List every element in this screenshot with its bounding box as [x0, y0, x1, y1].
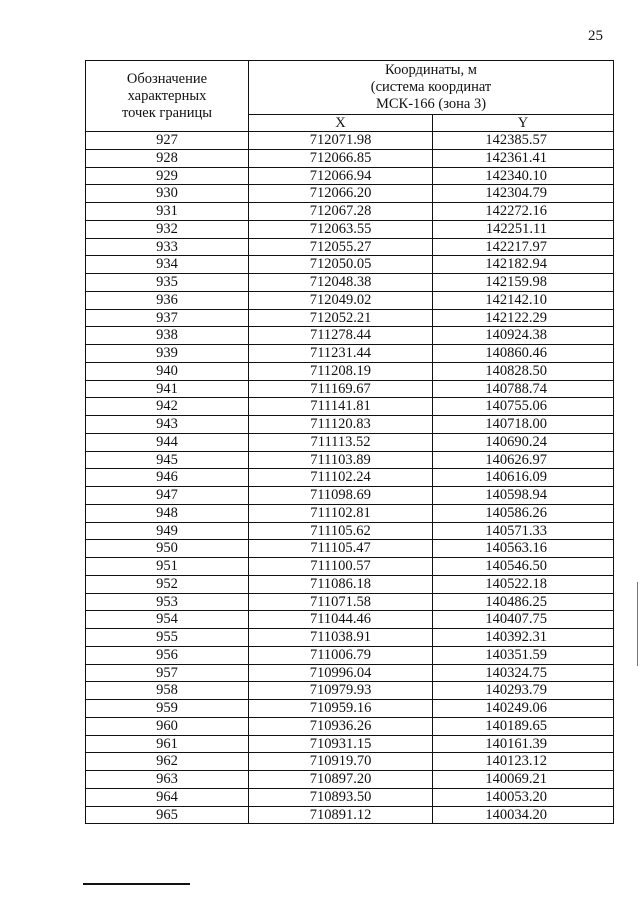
- point-number-cell: 962: [86, 753, 249, 771]
- table-row: [86, 416, 614, 434]
- y-coordinate-cell: 140249.06: [433, 700, 614, 718]
- x-coordinate-cell: 711103.89: [249, 451, 433, 469]
- table-row: [86, 522, 614, 540]
- y-coordinate-cell: 140616.09: [433, 469, 614, 487]
- table-row: [86, 380, 614, 398]
- table-row: [86, 629, 614, 647]
- y-coordinate-cell: 140924.38: [433, 327, 614, 345]
- table-row: [86, 149, 614, 167]
- table-row: [86, 664, 614, 682]
- table-row: [86, 274, 614, 292]
- y-coordinate-cell: 142122.29: [433, 309, 614, 327]
- table-row: [86, 132, 614, 150]
- table-row: [86, 362, 614, 380]
- y-coordinate-cell: 140522.18: [433, 575, 614, 593]
- point-number-cell: 942: [86, 398, 249, 416]
- table-row: [86, 700, 614, 718]
- y-coordinate-cell: 140069.21: [433, 771, 614, 789]
- y-coordinate-cell: 140293.79: [433, 682, 614, 700]
- table-row: [86, 717, 614, 735]
- point-number-cell: 929: [86, 167, 249, 185]
- coordinates-group-label: Координаты, м (система координат МСК-166 (зона 3): [370, 61, 492, 112]
- point-designation-header: [86, 61, 249, 132]
- x-coordinate-cell: 710936.26: [249, 717, 433, 735]
- x-coordinate-cell: 712050.05: [249, 256, 433, 274]
- x-coordinate-cell: 712049.02: [249, 291, 433, 309]
- point-designation-label: Обозначение характерных точек границы: [121, 70, 213, 121]
- x-coordinate-cell: 710891.12: [249, 806, 433, 824]
- point-number-cell: 943: [86, 416, 249, 434]
- x-coordinate-cell: 712067.28: [249, 203, 433, 221]
- point-number-cell: 950: [86, 540, 249, 558]
- footnote-separator: [83, 883, 190, 885]
- y-coordinate-cell: 140189.65: [433, 717, 614, 735]
- y-coordinate-cell: 140324.75: [433, 664, 614, 682]
- table-row: [86, 291, 614, 309]
- table-row: [86, 309, 614, 327]
- page-number: 25: [588, 28, 603, 44]
- x-coordinate-cell: 710919.70: [249, 753, 433, 771]
- y-coordinate-cell: 142272.16: [433, 203, 614, 221]
- y-coordinate-cell: 140718.00: [433, 416, 614, 434]
- y-coordinate-cell: 140690.24: [433, 433, 614, 451]
- point-number-cell: 939: [86, 345, 249, 363]
- table-row: [86, 753, 614, 771]
- table-row: [86, 469, 614, 487]
- y-coordinate-cell: 142304.79: [433, 185, 614, 203]
- table-row: [86, 806, 614, 824]
- point-number-cell: 963: [86, 771, 249, 789]
- y-coordinate-cell: 140486.25: [433, 593, 614, 611]
- y-coordinate-cell: 140563.16: [433, 540, 614, 558]
- point-number-cell: 965: [86, 806, 249, 824]
- point-number-cell: 946: [86, 469, 249, 487]
- x-coordinate-cell: 711169.67: [249, 380, 433, 398]
- table-row: [86, 185, 614, 203]
- coordinates-group-header: [249, 61, 614, 115]
- x-coordinate-cell: 711044.46: [249, 611, 433, 629]
- point-number-cell: 935: [86, 274, 249, 292]
- table-row: [86, 611, 614, 629]
- x-coordinate-cell: 710893.50: [249, 788, 433, 806]
- y-coordinate-cell: 140571.33: [433, 522, 614, 540]
- y-coordinate-cell: 142182.94: [433, 256, 614, 274]
- y-coordinate-cell: 140053.20: [433, 788, 614, 806]
- y-coordinate-cell: 142361.41: [433, 149, 614, 167]
- table-row: [86, 220, 614, 238]
- table-row: [86, 451, 614, 469]
- table-row: [86, 682, 614, 700]
- y-coordinate-cell: 142142.10: [433, 291, 614, 309]
- table-row: [86, 345, 614, 363]
- x-coordinate-cell: 712052.21: [249, 309, 433, 327]
- table-row: [86, 646, 614, 664]
- y-coordinate-cell: 142251.11: [433, 220, 614, 238]
- table-header: [86, 61, 614, 132]
- table-row: [86, 504, 614, 522]
- point-number-cell: 927: [86, 132, 249, 150]
- x-coordinate-cell: 711102.24: [249, 469, 433, 487]
- y-coordinate-cell: 140161.39: [433, 735, 614, 753]
- x-coordinate-cell: 712055.27: [249, 238, 433, 256]
- point-number-cell: 952: [86, 575, 249, 593]
- x-coordinate-cell: 711006.79: [249, 646, 433, 664]
- y-coordinate-cell: 142159.98: [433, 274, 614, 292]
- y-coordinate-cell: 140755.06: [433, 398, 614, 416]
- y-coordinate-cell: 140586.26: [433, 504, 614, 522]
- x-coordinate-cell: 710931.15: [249, 735, 433, 753]
- point-number-cell: 954: [86, 611, 249, 629]
- x-coordinate-cell: 711038.91: [249, 629, 433, 647]
- x-coordinate-cell: 710959.16: [249, 700, 433, 718]
- point-number-cell: 930: [86, 185, 249, 203]
- y-coordinate-cell: 140598.94: [433, 487, 614, 505]
- table-row: [86, 327, 614, 345]
- y-coordinate-cell: 140626.97: [433, 451, 614, 469]
- point-number-cell: 934: [86, 256, 249, 274]
- x-coordinate-cell: 712066.85: [249, 149, 433, 167]
- x-coordinate-cell: 711086.18: [249, 575, 433, 593]
- table-row: [86, 558, 614, 576]
- point-number-cell: 951: [86, 558, 249, 576]
- point-number-cell: 957: [86, 664, 249, 682]
- x-coordinate-cell: 711208.19: [249, 362, 433, 380]
- x-coordinate-cell: 711105.47: [249, 540, 433, 558]
- y-coordinate-cell: 142385.57: [433, 132, 614, 150]
- coordinates-table: [85, 60, 614, 824]
- point-number-cell: 960: [86, 717, 249, 735]
- table-row: [86, 735, 614, 753]
- point-number-cell: 947: [86, 487, 249, 505]
- y-coordinate-cell: 140828.50: [433, 362, 614, 380]
- x-coordinate-cell: 710996.04: [249, 664, 433, 682]
- table-row: [86, 256, 614, 274]
- table-row: [86, 433, 614, 451]
- point-number-cell: 958: [86, 682, 249, 700]
- y-coordinate-cell: 142340.10: [433, 167, 614, 185]
- y-coordinate-cell: 140788.74: [433, 380, 614, 398]
- point-number-cell: 955: [86, 629, 249, 647]
- table-row: [86, 575, 614, 593]
- point-number-cell: 933: [86, 238, 249, 256]
- table-row: [86, 167, 614, 185]
- y-coordinate-cell: 140546.50: [433, 558, 614, 576]
- point-number-cell: 940: [86, 362, 249, 380]
- x-coordinate-cell: 711141.81: [249, 398, 433, 416]
- x-coordinate-cell: 711113.52: [249, 433, 433, 451]
- table-row: [86, 788, 614, 806]
- point-number-cell: 961: [86, 735, 249, 753]
- y-coordinate-cell: 142217.97: [433, 238, 614, 256]
- point-number-cell: 949: [86, 522, 249, 540]
- y-coordinate-cell: 140034.20: [433, 806, 614, 824]
- table-row: [86, 398, 614, 416]
- y-coordinate-cell: 140392.31: [433, 629, 614, 647]
- x-coordinate-cell: 711120.83: [249, 416, 433, 434]
- point-number-cell: 928: [86, 149, 249, 167]
- x-coordinate-cell: 711105.62: [249, 522, 433, 540]
- x-coordinate-cell: 712066.94: [249, 167, 433, 185]
- table-row: [86, 771, 614, 789]
- x-coordinate-cell: 712071.98: [249, 132, 433, 150]
- table-row: [86, 203, 614, 221]
- table-row: [86, 487, 614, 505]
- x-coordinate-cell: 712048.38: [249, 274, 433, 292]
- y-coordinate-cell: 140123.12: [433, 753, 614, 771]
- x-coordinate-cell: 710897.20: [249, 771, 433, 789]
- point-number-cell: 948: [86, 504, 249, 522]
- point-number-cell: 956: [86, 646, 249, 664]
- table-body: [86, 132, 614, 824]
- x-coordinate-cell: 711071.58: [249, 593, 433, 611]
- x-coordinate-cell: 711098.69: [249, 487, 433, 505]
- table-row: [86, 238, 614, 256]
- x-coordinate-cell: 711102.81: [249, 504, 433, 522]
- table-row: [86, 540, 614, 558]
- margin-mark: [637, 582, 638, 666]
- point-number-cell: 936: [86, 291, 249, 309]
- x-column-header: X: [249, 114, 433, 131]
- point-number-cell: 959: [86, 700, 249, 718]
- point-number-cell: 944: [86, 433, 249, 451]
- x-coordinate-cell: 710979.93: [249, 682, 433, 700]
- y-coordinate-cell: 140860.46: [433, 345, 614, 363]
- point-number-cell: 945: [86, 451, 249, 469]
- point-number-cell: 953: [86, 593, 249, 611]
- x-coordinate-cell: 711100.57: [249, 558, 433, 576]
- point-number-cell: 964: [86, 788, 249, 806]
- y-coordinate-cell: 140351.59: [433, 646, 614, 664]
- point-number-cell: 937: [86, 309, 249, 327]
- x-coordinate-cell: 711231.44: [249, 345, 433, 363]
- y-column-header: Y: [433, 114, 614, 131]
- x-coordinate-cell: 712066.20: [249, 185, 433, 203]
- table-row: [86, 593, 614, 611]
- point-number-cell: 938: [86, 327, 249, 345]
- point-number-cell: 931: [86, 203, 249, 221]
- x-coordinate-cell: 712063.55: [249, 220, 433, 238]
- x-coordinate-cell: 711278.44: [249, 327, 433, 345]
- point-number-cell: 941: [86, 380, 249, 398]
- point-number-cell: 932: [86, 220, 249, 238]
- y-coordinate-cell: 140407.75: [433, 611, 614, 629]
